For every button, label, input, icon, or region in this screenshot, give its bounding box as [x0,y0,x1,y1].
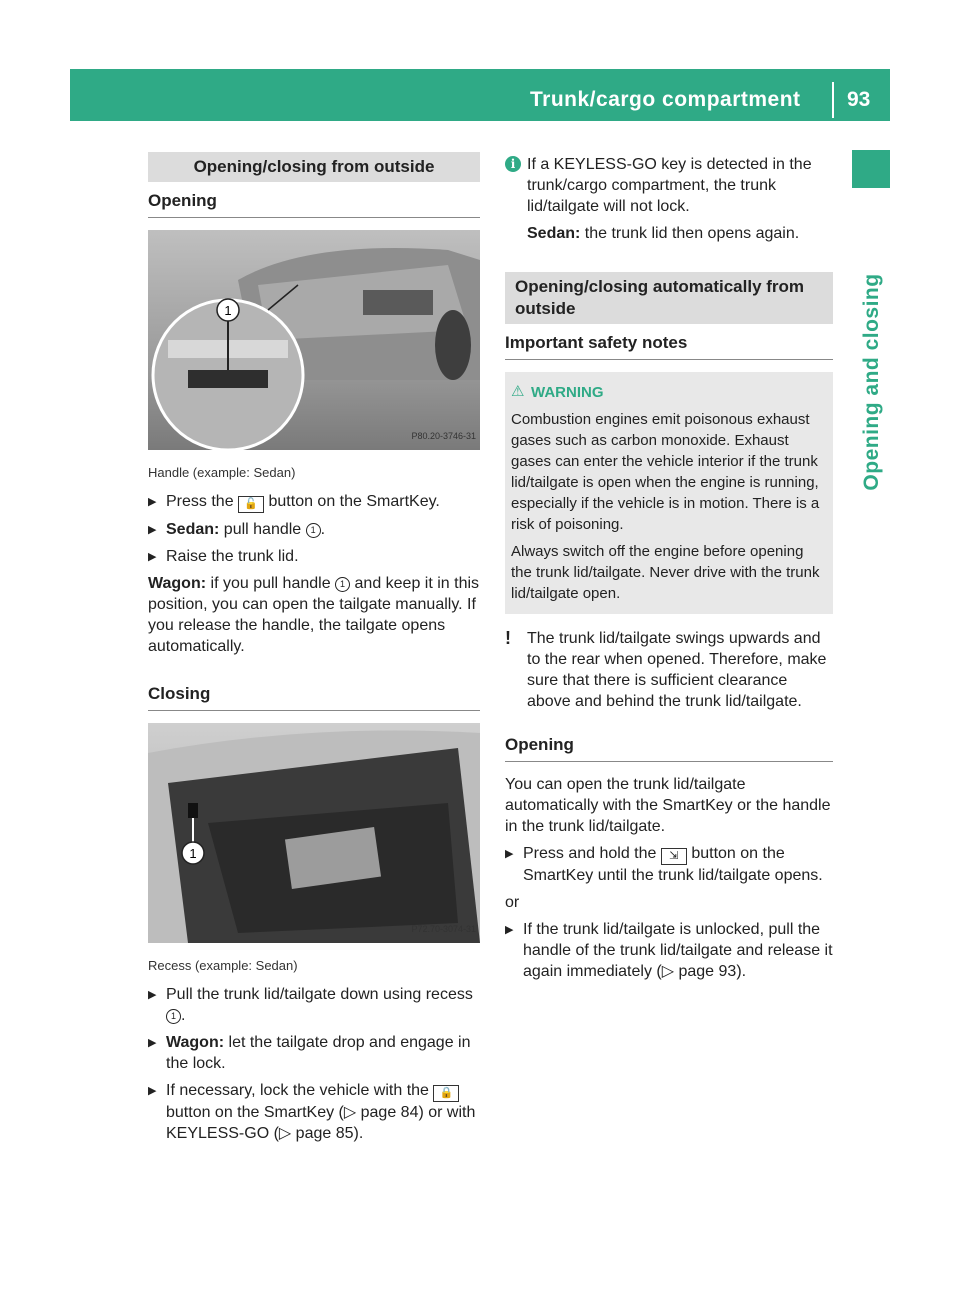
info-note: i If a KEYLESS-GO key is detected in the trunk/cargo compartment, the trunk lid/tailgate will not lock. Sedan: the trunk lid then opens again. [505,154,833,244]
image-reference-code: P80.20-3746-31 [411,431,476,441]
page-header-title: Trunk/cargo compartment [530,88,801,111]
warning-advice: Always switch off the engine before opening the trunk lid/tailgate. Never drive with the trunk lid/tailgate open. [511,543,820,602]
step-sedan-pull: ▶ Sedan: pull handle 1 . [148,519,480,540]
image-caption-recess: Recess (example: Sedan) [148,958,298,973]
chapter-side-label: Opening and closing [860,273,883,491]
step-lock-vehicle: ▶ If necessary, lock the vehicle with the 🔒 button on the SmartKey (▷ page 84) or with KEYLESS-GO (▷ page 85). [148,1080,480,1144]
svg-text:1: 1 [224,303,232,318]
warning-title: ⚠ WARNING [511,383,604,401]
step-press-button: ▶ Press the 🔓 button on the SmartKey. [148,491,480,513]
step-pull-handle: ▶ If the trunk lid/tailgate is unlocked, pull the handle of the trunk lid/tailgate and release it again immediately (▷ page 93). [505,919,833,982]
chapter-tab-marker [852,150,890,188]
trunk-key-icon: ⇲ [661,848,687,865]
svg-text:1: 1 [189,846,197,861]
image-caption-handle: Handle (example: Sedan) [148,465,296,480]
lock-key-icon: 🔒 [433,1085,459,1102]
step-raise-lid: ▶ Raise the trunk lid. [148,546,480,567]
notice-exclamation-icon: ! [505,628,511,648]
right-column [505,154,833,988]
heading-opening: Opening [148,182,480,218]
callout-number: 1 [306,523,321,538]
section-title-automatic: Opening/closing automatically from outside [505,272,833,324]
recess-illustration [148,723,480,943]
warning-box [505,372,833,614]
step-wagon-drop: ▶ Wagon: let the tailgate drop and engage in the lock. [148,1032,480,1074]
wagon-note: Wagon: if you pull handle 1 and keep it in this position, you can open the tailgate manually. If you release the handle, the tailgate opens automatically. [148,575,480,655]
opening-intro: You can open the trunk lid/tailgate automatically with the SmartKey or the handle in the trunk lid/tailgate. [505,776,831,835]
section-title-opening-closing-outside: Opening/closing from outside [148,152,480,182]
image-reference-code: P72.70-3074-31 [411,924,476,934]
heading-closing: Closing [148,675,480,711]
heading-safety-notes: Important safety notes [505,324,833,360]
trunk-interior-illustration [148,723,480,943]
unlock-key-icon: 🔓 [238,496,264,513]
info-icon: i [505,156,521,172]
warning-text: Combustion engines emit poisonous exhaust gases such as carbon monoxide. Exhaust gases can enter the vehicle interior if the trunk lid/tailgate is open when the engine is running, especially if the vehicle is in motion. There is a risk of poisoning. [511,411,820,533]
step-press-hold: ▶ Press and hold the ⇲ button on the SmartKey until the trunk lid/tailgate opens. [505,843,833,886]
notice-note: ! The trunk lid/tailgate swings upwards and to the rear when opened. Therefore, make sure that there is sufficient clearance above and behind the trunk lid/tailgate. [505,628,827,710]
step-pull-down: ▶ Pull the trunk lid/tailgate down using recess 1 . [148,984,480,1026]
warning-triangle-icon: ⚠ [511,383,525,400]
heading-opening-auto: Opening [505,726,833,762]
car-rear-illustration [148,230,480,450]
or-separator: or [505,894,520,911]
page-number: 93 [847,88,871,111]
handle-illustration [148,230,480,450]
left-column [148,152,480,1150]
header-divider [832,82,834,118]
